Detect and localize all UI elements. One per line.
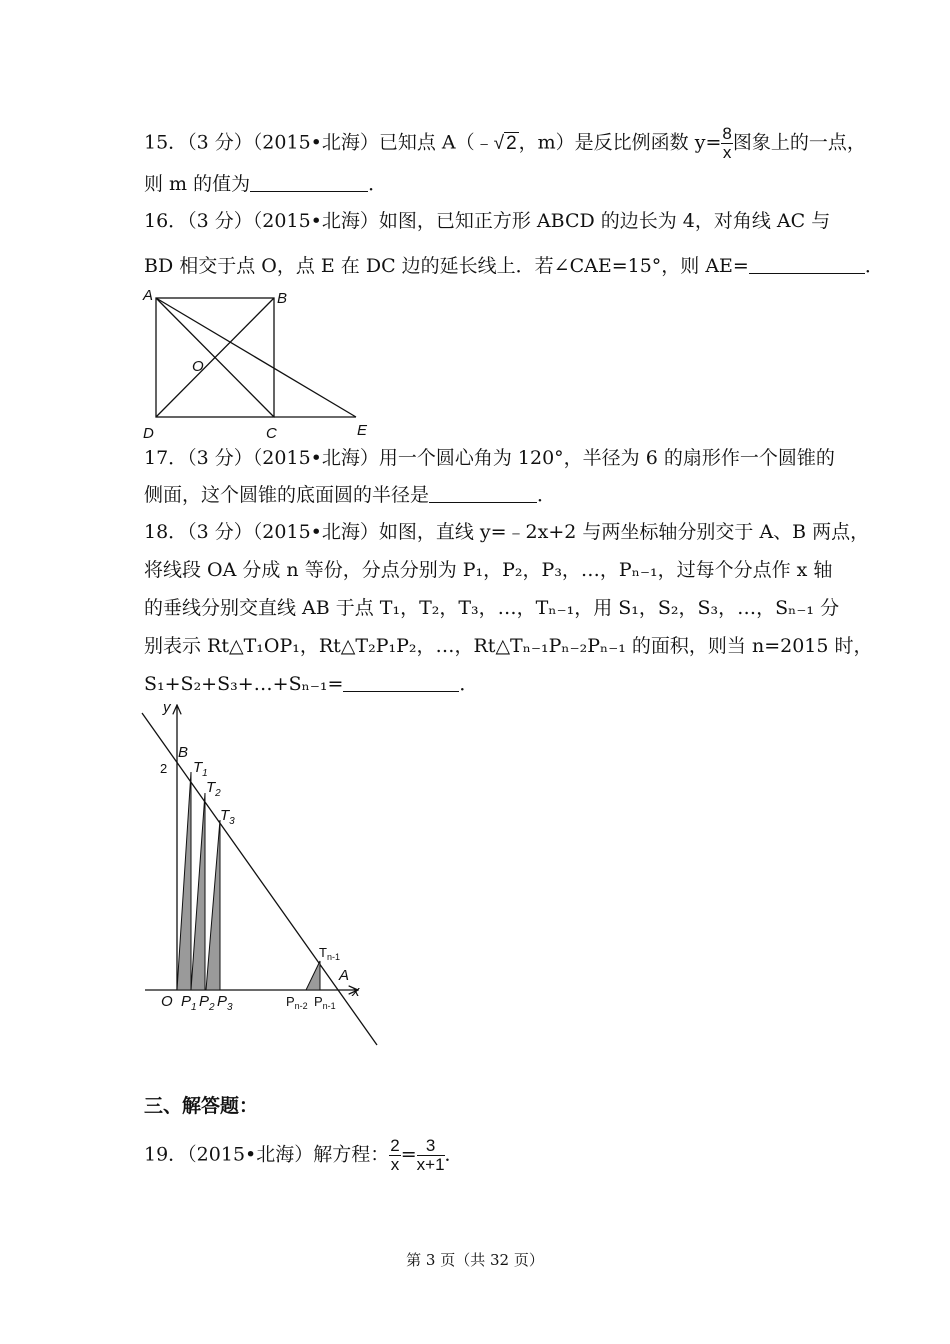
- section-3-heading: 三、解答题：: [144, 1095, 259, 1117]
- page-footer: 第 3 页（共 32 页）: [406, 1251, 544, 1269]
- triangle-s1: [177, 772, 191, 990]
- label-origin: O: [161, 993, 173, 1010]
- label-o: O: [192, 358, 204, 375]
- sqrt-2: √ 2: [493, 132, 517, 154]
- q18-answer-blank[interactable]: [343, 673, 459, 692]
- q17-line1: 17．（3 分）（2015•北海）用一个圆心角为 120°，半径为 6 的扇形作一个圆锥的: [144, 447, 835, 469]
- q19-line: 19．（2015•北海）解方程： $\frac{2}{x}$ = $\frac{3}{x+1}$ ．: [144, 1136, 464, 1174]
- q15-line2: 则 m 的值为 ．: [144, 173, 388, 195]
- q15-line1: [144, 125, 866, 162]
- q18-graph-figure: [140, 695, 390, 1055]
- q18-line5: S₁+S₂+S₃+…+Sₙ₋₁= ．: [144, 673, 479, 695]
- label-t3: $T_3$: [220, 807, 235, 827]
- label-a: A: [143, 287, 154, 304]
- label-tick-2: 2: [160, 761, 168, 776]
- q15-prefix: 15．（3 分）（2015•北海）已知点 A（﹣: [144, 131, 494, 154]
- label-t2: $T_2$: [206, 779, 221, 799]
- label-b: B: [277, 290, 288, 307]
- fraction-8-over-x: $\frac{8}{x}$: [722, 124, 732, 162]
- q17-answer-blank[interactable]: [429, 484, 537, 503]
- q17-line2: 侧面，这个圆锥的底面圆的半径是 ．: [144, 484, 557, 506]
- q18-line3: 的垂线分别交直线 AB 于点 T₁，T₂，T₃，…，Tₙ₋₁，用 S₁，S₂，S₃，…，Sₙ₋₁ 分: [144, 597, 840, 619]
- label-y-axis: y: [163, 699, 171, 716]
- q15-answer-blank[interactable]: [250, 173, 368, 192]
- q15-suffix: 图象上的一点，: [732, 131, 866, 154]
- triangle-sn1: [306, 961, 320, 990]
- label-b: B: [178, 744, 189, 761]
- q15-after-sqrt: ，m）是反比例函数 y=: [518, 131, 722, 154]
- label-a: A: [339, 967, 350, 984]
- label-p3: $P_3$: [217, 993, 233, 1013]
- label-pn1: $P_{n-1}$: [314, 994, 336, 1011]
- label-pn2: $P_{n-2}$: [286, 994, 308, 1011]
- q16-line2: BD 相交于点 O，点 E 在 DC 边的延长线上．若∠CAE=15°，则 AE= ．: [144, 255, 884, 277]
- q18-line1: 18．（3 分）（2015•北海）如图，直线 y=﹣2x+2 与两坐标轴分别交于 A、B 两点，: [144, 521, 870, 543]
- label-d: D: [143, 425, 154, 442]
- label-p2: $P_2$: [199, 993, 215, 1013]
- label-c: C: [266, 425, 277, 442]
- label-p1: $P_1$: [181, 993, 197, 1013]
- label-e: E: [357, 422, 368, 439]
- q16-answer-blank[interactable]: [749, 255, 865, 274]
- label-tn1: $T_{n-1}$: [319, 945, 340, 962]
- triangle-s3: [206, 820, 220, 990]
- fraction-3-over-x-plus-1: $\frac{3}{x+1}$: [416, 1136, 445, 1174]
- label-x-axis: x: [352, 983, 360, 1000]
- triangle-s2: [191, 793, 205, 990]
- q16-square-figure: [140, 285, 380, 445]
- q18-line4: 别表示 Rt△T₁OP₁，Rt△T₂P₁P₂，…，Rt△Tₙ₋₁Pₙ₋₂Pₙ₋₁ 的面积，则当 n=2015 时，: [144, 635, 873, 657]
- fraction-2-over-x: $\frac{2}{x}$: [390, 1136, 400, 1174]
- q16-line1: 16．（3 分）（2015•北海）如图，已知正方形 ABCD 的边长为 4，对角线 AC 与: [144, 210, 831, 232]
- label-t1: $T_1$: [193, 759, 208, 779]
- q18-line2: 将线段 OA 分成 n 等份，分点分别为 P₁，P₂，P₃，…，Pₙ₋₁，过每个分点作 x 轴: [144, 559, 833, 581]
